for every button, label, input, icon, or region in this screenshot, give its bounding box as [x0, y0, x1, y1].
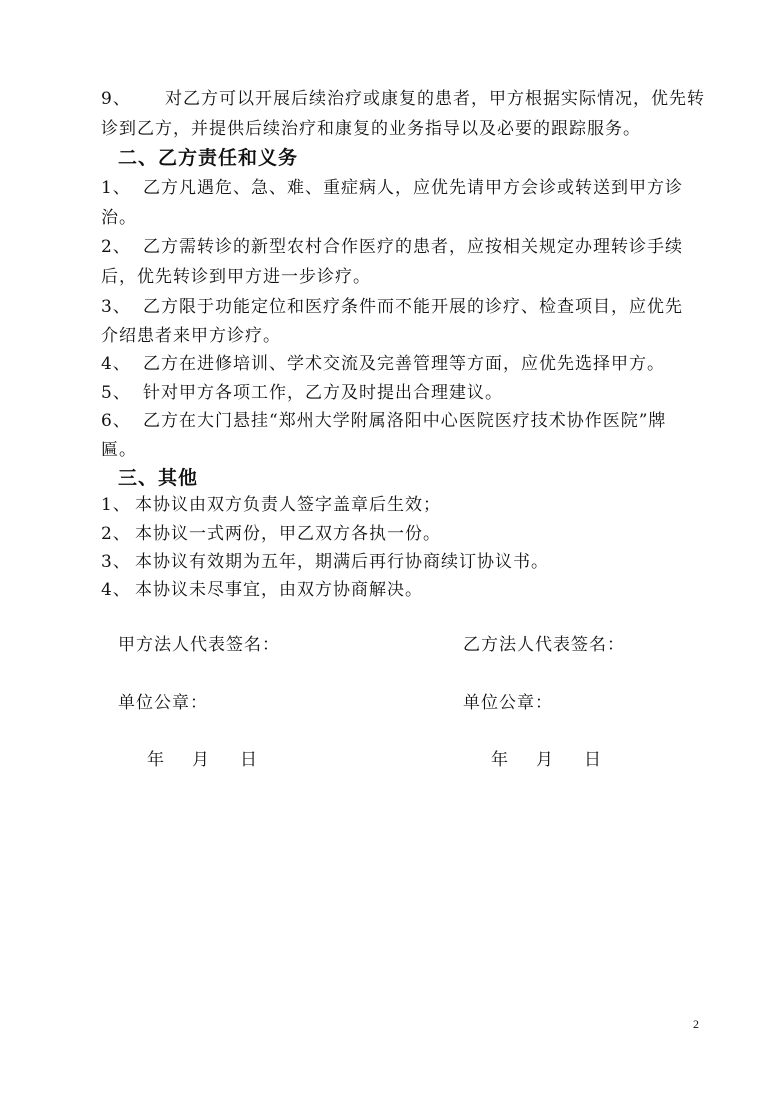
party-b-seal-label: 单位公章： — [463, 693, 553, 713]
item-text: 乙方限于功能定位和医疗条件而不能开展的诊疗、检查项目，应优先 — [143, 297, 683, 317]
date-day: 日 — [240, 750, 258, 770]
party-b-date — [491, 745, 602, 770]
item-text: 本协议未尽事宜，由双方协商解决。 — [135, 580, 423, 600]
item-text: 乙方凡遇危、急、难、重症病人，应优先请甲方会诊或转送到甲方诊 — [143, 178, 683, 198]
item-number: 4、 — [101, 580, 131, 600]
item-text: 乙方需转诊的新型农村合作医疗的患者，应按相关规定办理转诊手续 — [143, 237, 683, 257]
section-three-item-4 — [101, 575, 699, 605]
page-number: 2 — [693, 1017, 699, 1031]
section-two-item-1-cont: 治。 — [101, 208, 137, 228]
section-two-item-5 — [101, 378, 699, 408]
section-two-item-2 — [101, 232, 699, 262]
item-text: 乙方在进修培训、学术交流及完善管理等方面，应优先选择甲方。 — [143, 354, 665, 374]
party-a-seal-label: 单位公章： — [118, 693, 208, 713]
item-text: 针对甲方各项工作，乙方及时提出合理建议。 — [143, 383, 503, 403]
item-text: 本协议一式两份，甲乙双方各执一份。 — [135, 524, 441, 544]
item-text: 乙方在大门悬挂“郑州大学附属洛阳中心医院医疗技术协作医院”牌 — [143, 411, 667, 431]
item-9-line-1 — [101, 84, 705, 114]
item-number: 1、 — [101, 495, 131, 515]
item-number: 9、 — [101, 89, 131, 109]
party-b-representative-signature-label: 乙方法人代表签名： — [463, 635, 625, 655]
section-two-item-6-cont: 匾。 — [101, 440, 137, 460]
party-a-date — [147, 745, 258, 770]
item-number: 5、 — [101, 383, 131, 403]
item-text: 本协议由双方负责人签字盖章后生效； — [135, 495, 441, 515]
item-number: 6、 — [101, 411, 131, 431]
item-9-line-2: 诊到乙方，并提供后续治疗和康复的业务指导以及必要的跟踪服务。 — [101, 119, 641, 139]
party-a-representative-signature-label: 甲方法人代表签名： — [118, 635, 280, 655]
section-two-heading: 二、乙方责任和义务 — [118, 147, 299, 169]
item-text: 对乙方可以开展后续治疗或康复的患者，甲方根据实际情况，优先转 — [165, 89, 705, 109]
section-two-item-3-cont: 介绍患者来甲方诊疗。 — [101, 326, 281, 346]
item-text: 本协议有效期为五年，期满后再行协商续订协议书。 — [135, 552, 549, 572]
date-year: 年 — [491, 750, 509, 770]
item-number: 2、 — [101, 237, 131, 257]
item-number: 2、 — [101, 524, 131, 544]
item-number: 3、 — [101, 297, 131, 317]
date-day: 日 — [584, 750, 602, 770]
item-number: 1、 — [101, 178, 131, 198]
section-three-heading: 三、其他 — [118, 467, 199, 489]
section-two-item-6 — [101, 406, 699, 436]
section-three-item-2 — [101, 519, 699, 549]
section-two-item-4 — [101, 349, 699, 379]
date-month: 月 — [536, 750, 554, 770]
item-number: 3、 — [101, 552, 131, 572]
section-three-item-3 — [101, 547, 699, 577]
section-two-item-3 — [101, 292, 699, 322]
item-number: 4、 — [101, 354, 131, 374]
section-two-item-1 — [101, 173, 699, 203]
date-year: 年 — [147, 750, 165, 770]
section-three-item-1 — [101, 490, 699, 520]
section-two-item-2-cont: 后，优先转诊到甲方进一步诊疗。 — [101, 267, 371, 287]
date-month: 月 — [192, 750, 210, 770]
